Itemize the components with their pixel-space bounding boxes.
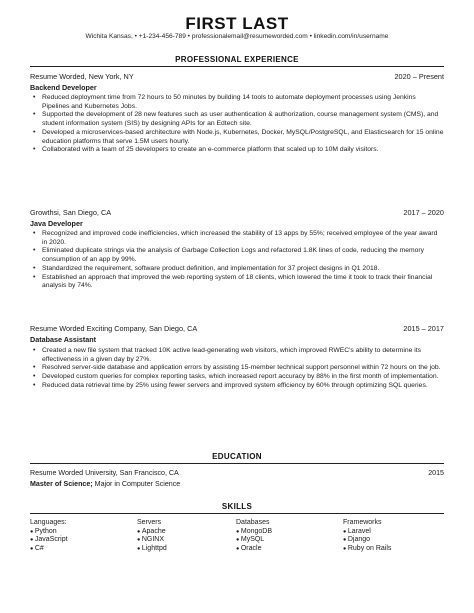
skill-item: ● JavaScript — [30, 536, 68, 545]
job-role: Database Assistant — [30, 335, 97, 344]
list-item: • Reduced deployment time from 72 hours to 50 minutes by building 14 tools to automate deployment processes using Jenkins Pipelines and Kubernetes Jobs. — [30, 94, 444, 111]
job-bullets — [30, 347, 444, 391]
section-title-education: EDUCATION — [212, 452, 262, 461]
list-item: • Eliminated duplicate strings via the analysis of Garbage Collection Logs and refactored 1.8K lines of code, reducing the memory consumption of an app by 99%. — [30, 247, 444, 264]
section-divider — [30, 463, 444, 464]
list-item: • Reduced data retrieval time by 25% using fewer servers and improved system efficiency by 60% through optimizing SQL queries. — [30, 382, 444, 391]
job-company: Resume Worded Exciting Company, San Diego, CA — [30, 324, 198, 333]
list-item: • Created a new file system that tracked 10K active lead-generating web visitors, which improved RWEC's ability to determine its effectiveness in a given day by 27%. — [30, 347, 444, 364]
skills-heading: Languages: — [30, 519, 67, 526]
skills-column-servers — [137, 519, 167, 554]
skill-item: ● Django — [343, 536, 391, 545]
job-dates: 2020 – Present — [394, 72, 444, 81]
job-role: Java Developer — [30, 219, 83, 228]
skill-item: ● Ruby on Rails — [343, 545, 391, 554]
section-title-experience: PROFESSIONAL EXPERIENCE — [175, 55, 299, 64]
job-company: Resume Worded, New York, NY — [30, 72, 134, 81]
section-divider — [30, 513, 444, 514]
skill-item: ● NGINX — [137, 536, 167, 545]
job-header — [30, 208, 444, 217]
job-header — [30, 324, 444, 333]
skills-column-databases — [236, 519, 272, 554]
skills-column-frameworks — [343, 519, 391, 554]
job-bullets — [30, 230, 444, 291]
job-bullets — [30, 94, 444, 155]
list-item: • Collaborated with a team of 25 developers to create an e-commerce platform that scaled up to 10M daily visitors. — [30, 146, 444, 155]
skill-item: ● Lighttpd — [137, 545, 167, 554]
school-location: San Francisco, CA — [119, 469, 179, 477]
list-item: • Standardized the requirement, software product definition, and implementation for 37 project designs in Q1 2018. — [30, 265, 444, 274]
skill-item: ● C# — [30, 545, 68, 554]
degree: Master of Science; — [30, 480, 93, 488]
skill-item: ● MongoDB — [236, 528, 272, 537]
section-divider — [30, 66, 444, 67]
skill-item: ● Python — [30, 528, 68, 537]
candidate-name: FIRST LAST — [185, 14, 289, 33]
contact-line: Wichita Kansas, • +1-234-456-789 • professionalemail@resumeworded.com • linkedin.com/in/username — [85, 33, 389, 40]
section-title-skills: SKILLS — [221, 502, 253, 511]
list-item: • Supported the development of 28 new features such as user authentication & authorization, course management system (CMS), and student information system (SIS) by designing APIs for an Edtech site. — [30, 111, 444, 128]
skills-heading: Frameworks — [343, 519, 382, 526]
skill-item: ● Apache — [137, 528, 167, 537]
skill-item: ● Oracle — [236, 545, 272, 554]
list-item: • Developed custom queries for complex reporting tasks, which increased report accuracy by 88% in the first month of implementation. — [30, 373, 444, 382]
degree-line — [30, 480, 444, 488]
list-item: • Recognized and improved code inefficiencies, which increased the stability of 13 apps by 55%; received employee of the year award in 2020. — [30, 230, 444, 247]
school-name: Resume Worded University, — [30, 469, 118, 477]
skills-heading: Databases — [236, 519, 270, 526]
graduation-year: 2015 — [428, 469, 444, 477]
job-dates: 2017 – 2020 — [403, 208, 444, 217]
list-item: • Established an approach that improved the web reporting system of 18 clients, which lowered the time it took to track their financial analysis by 74%. — [30, 274, 444, 291]
job-dates: 2015 – 2017 — [403, 324, 444, 333]
job-header — [30, 72, 444, 81]
job-role: Backend Developer — [30, 83, 97, 92]
skills-column-languages — [30, 519, 68, 554]
skill-item: ● MySQL — [236, 536, 272, 545]
list-item: • Developed a microservices-based architecture with Node.js, Kubernetes, Docker, MySQL/PostgreSQL, and Elasticsearch for 15 online education platforms that serve 1.5M users hourly. — [30, 129, 444, 146]
list-item: • Resolved server-side database and application errors by assisting 15-member technical support personnel within 72 hours on the job. — [30, 364, 444, 373]
skills-heading: Servers — [137, 519, 162, 526]
major: Major in Computer Science — [94, 480, 181, 488]
skill-item: ● Laravel — [343, 528, 391, 537]
education-entry — [30, 469, 444, 477]
job-company: Growthsi, San Diego, CA — [30, 208, 112, 217]
